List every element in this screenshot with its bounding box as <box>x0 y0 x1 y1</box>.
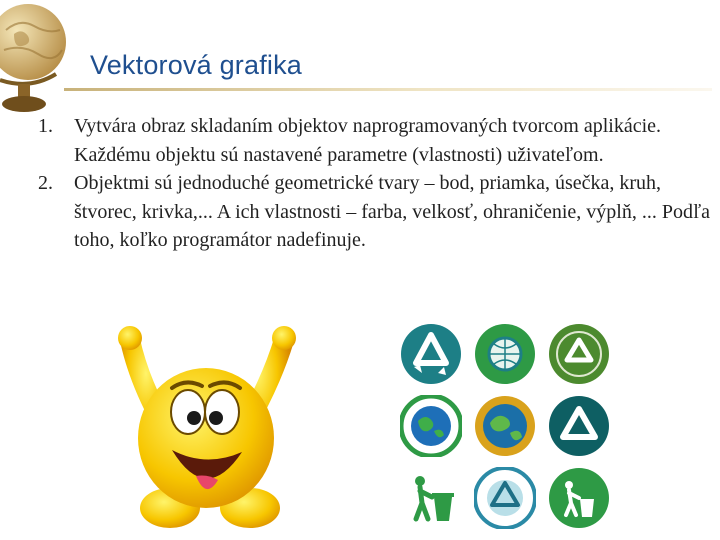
list-item <box>38 112 714 169</box>
icon-cell <box>470 464 540 532</box>
recycle-icon-triangle <box>400 323 462 385</box>
recycle-globe-icon <box>474 323 536 385</box>
trash-bin-person-badge-icon <box>548 467 610 529</box>
icon-cell <box>544 464 614 532</box>
recycling-icons-grid <box>396 320 614 532</box>
title-divider <box>64 88 712 91</box>
icon-cell <box>396 392 466 460</box>
recycle-swirl-icon <box>474 467 536 529</box>
earth-globe-icon <box>474 395 536 457</box>
smiley-clipart <box>100 326 312 536</box>
slide-title: Vektorová grafika <box>90 50 303 80</box>
list-text: Vytvára obraz skladaním objektov naprogramovaných tvorcom aplikácie. Každému objektu sú nastavené parametre (vlastnosti) uživateľom. <box>74 115 662 166</box>
icon-cell <box>396 464 466 532</box>
earth-recycle-icon <box>400 395 462 457</box>
icon-cell <box>470 392 540 460</box>
icon-cell <box>544 320 614 388</box>
icon-cell <box>396 320 466 388</box>
trash-bin-person-icon <box>400 467 462 529</box>
globe-icon <box>0 0 70 118</box>
list-text: Objektmi sú jednoduché geometrické tvary – bod, priamka, úsečka, kruh, štvorec, krivka,... A ich vlastnosti – farba, velkosť, ohraničenie, výplň, ... Podľa toho, koľko programátor nadefinuje. <box>74 172 710 251</box>
bullet-list <box>38 112 714 255</box>
recycle-dark-badge-icon <box>548 395 610 457</box>
icon-cell <box>544 392 614 460</box>
list-item <box>38 169 714 255</box>
list-number: 2. <box>38 172 53 194</box>
list-number: 1. <box>38 115 53 137</box>
recycle-badge-icon <box>548 323 610 385</box>
icon-cell <box>470 320 540 388</box>
